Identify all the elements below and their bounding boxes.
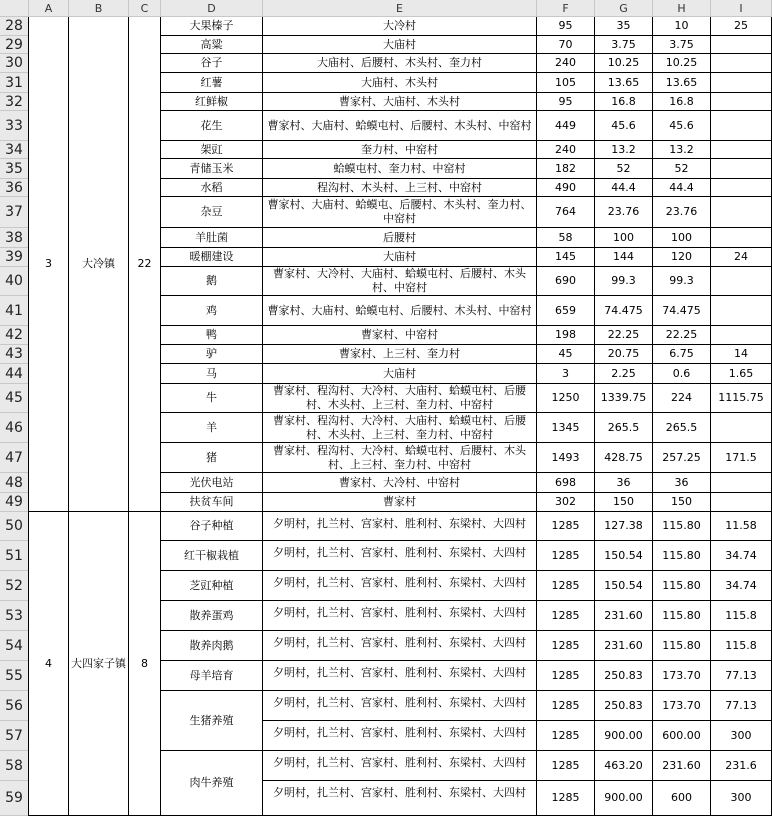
cell-f-value[interactable]: 45 bbox=[537, 345, 595, 364]
cell-b-town[interactable]: 大冷镇 bbox=[69, 17, 129, 512]
cell-i-value[interactable]: 300 bbox=[711, 781, 772, 816]
cell-g-value[interactable]: 428.75 bbox=[595, 443, 653, 473]
cell-i-value[interactable] bbox=[711, 228, 772, 248]
cell-i-value[interactable] bbox=[711, 413, 772, 443]
cell-d-project[interactable]: 肉牛养殖 bbox=[161, 751, 263, 816]
row-header-53[interactable]: 53 bbox=[0, 601, 29, 631]
cell-g-value[interactable]: 100 bbox=[595, 228, 653, 248]
cell-g-value[interactable]: 10.25 bbox=[595, 54, 653, 73]
cell-e-villages[interactable]: 夕明村，扎兰村、宫家村、胜利村、东梁村、大四村 bbox=[263, 512, 537, 541]
cell-e-villages[interactable]: 夕明村，扎兰村、宫家村、胜利村、东梁村、大四村 bbox=[263, 751, 537, 781]
cell-e-villages[interactable]: 程沟村、木头村、上三村、中窑村 bbox=[263, 179, 537, 197]
cell-e-villages[interactable]: 蛤蟆屯村、奎力村、中窑村 bbox=[263, 159, 537, 179]
row-header-34[interactable]: 34 bbox=[0, 141, 29, 159]
cell-i-value[interactable]: 11.58 bbox=[711, 512, 772, 541]
cell-f-value[interactable]: 95 bbox=[537, 17, 595, 36]
cell-i-value[interactable]: 231.6 bbox=[711, 751, 772, 781]
column-header-e[interactable]: E bbox=[263, 0, 537, 17]
cell-d-project[interactable]: 架豇 bbox=[161, 141, 263, 159]
cell-f-value[interactable]: 240 bbox=[537, 54, 595, 73]
cell-h-value[interactable]: 99.3 bbox=[653, 267, 711, 296]
cell-g-value[interactable]: 127.38 bbox=[595, 512, 653, 541]
cell-h-value[interactable]: 3.75 bbox=[653, 36, 711, 54]
cell-f-value[interactable]: 1285 bbox=[537, 541, 595, 571]
cell-f-value[interactable]: 105 bbox=[537, 73, 595, 93]
cell-i-value[interactable]: 34.74 bbox=[711, 541, 772, 571]
cell-d-project[interactable]: 红鲜椒 bbox=[161, 93, 263, 111]
cell-h-value[interactable]: 22.25 bbox=[653, 326, 711, 345]
row-header-47[interactable]: 47 bbox=[0, 443, 29, 473]
cell-e-villages[interactable]: 夕明村，扎兰村、宫家村、胜利村、东梁村、大四村 bbox=[263, 631, 537, 661]
cell-g-value[interactable]: 13.65 bbox=[595, 73, 653, 93]
cell-g-value[interactable]: 23.76 bbox=[595, 197, 653, 228]
cell-g-value[interactable]: 3.75 bbox=[595, 36, 653, 54]
cell-f-value[interactable]: 1285 bbox=[537, 631, 595, 661]
column-header-d[interactable]: D bbox=[161, 0, 263, 17]
cell-g-value[interactable]: 150.54 bbox=[595, 571, 653, 601]
cell-i-value[interactable]: 1115.75 bbox=[711, 384, 772, 413]
cell-f-value[interactable]: 182 bbox=[537, 159, 595, 179]
cell-e-villages[interactable]: 大庙村 bbox=[263, 36, 537, 54]
cell-i-value[interactable] bbox=[711, 36, 772, 54]
cell-f-value[interactable]: 690 bbox=[537, 267, 595, 296]
cell-h-value[interactable]: 265.5 bbox=[653, 413, 711, 443]
cell-g-value[interactable]: 52 bbox=[595, 159, 653, 179]
cell-f-value[interactable]: 1285 bbox=[537, 601, 595, 631]
cell-g-value[interactable]: 463.20 bbox=[595, 751, 653, 781]
cell-f-value[interactable]: 3 bbox=[537, 364, 595, 384]
cell-i-value[interactable]: 115.8 bbox=[711, 631, 772, 661]
row-header-42[interactable]: 42 bbox=[0, 326, 29, 345]
cell-d-project[interactable]: 谷子 bbox=[161, 54, 263, 73]
cell-d-project[interactable]: 杂豆 bbox=[161, 197, 263, 228]
cell-h-value[interactable]: 115.80 bbox=[653, 631, 711, 661]
cell-e-villages[interactable]: 曹家村、大冷村、中窑村 bbox=[263, 473, 537, 493]
cell-i-value[interactable] bbox=[711, 54, 772, 73]
cell-h-value[interactable]: 10 bbox=[653, 17, 711, 36]
cell-f-value[interactable]: 240 bbox=[537, 141, 595, 159]
cell-i-value[interactable] bbox=[711, 473, 772, 493]
row-header-44[interactable]: 44 bbox=[0, 364, 29, 384]
cell-h-value[interactable]: 115.80 bbox=[653, 571, 711, 601]
cell-e-villages[interactable]: 夕明村，扎兰村、宫家村、胜利村、东梁村、大四村 bbox=[263, 571, 537, 601]
row-header-32[interactable]: 32 bbox=[0, 93, 29, 111]
cell-d-project[interactable]: 羊肚菌 bbox=[161, 228, 263, 248]
cell-d-project[interactable]: 扶贫车间 bbox=[161, 493, 263, 512]
cell-c-count[interactable]: 22 bbox=[129, 17, 161, 512]
cell-g-value[interactable]: 22.25 bbox=[595, 326, 653, 345]
cell-i-value[interactable]: 300 bbox=[711, 721, 772, 751]
row-header-51[interactable]: 51 bbox=[0, 541, 29, 571]
cell-i-value[interactable]: 77.13 bbox=[711, 691, 772, 721]
cell-g-value[interactable]: 35 bbox=[595, 17, 653, 36]
cell-f-value[interactable]: 1285 bbox=[537, 781, 595, 816]
cell-h-value[interactable]: 23.76 bbox=[653, 197, 711, 228]
row-header-50[interactable]: 50 bbox=[0, 512, 29, 541]
row-header-33[interactable]: 33 bbox=[0, 111, 29, 141]
cell-i-value[interactable] bbox=[711, 73, 772, 93]
cell-h-value[interactable]: 150 bbox=[653, 493, 711, 512]
cell-c-count[interactable]: 8 bbox=[129, 512, 161, 816]
cell-h-value[interactable]: 52 bbox=[653, 159, 711, 179]
cell-e-villages[interactable]: 大庙村 bbox=[263, 364, 537, 384]
column-header-h[interactable]: H bbox=[653, 0, 711, 17]
cell-h-value[interactable]: 36 bbox=[653, 473, 711, 493]
table-left-border bbox=[28, 17, 29, 816]
cell-g-value[interactable]: 231.60 bbox=[595, 631, 653, 661]
cell-i-value[interactable]: 34.74 bbox=[711, 571, 772, 601]
cell-h-value[interactable]: 257.25 bbox=[653, 443, 711, 473]
row-header-45[interactable]: 45 bbox=[0, 384, 29, 413]
row-header-41[interactable]: 41 bbox=[0, 296, 29, 326]
cell-h-value[interactable]: 74.475 bbox=[653, 296, 711, 326]
cell-e-villages[interactable]: 曹家村、程沟村、大冷村、蛤蟆屯村、后腰村、木头村、上三村、奎力村、中窑村 bbox=[263, 443, 537, 473]
cell-d-project[interactable]: 散养蛋鸡 bbox=[161, 601, 263, 631]
cell-h-value[interactable]: 13.2 bbox=[653, 141, 711, 159]
row-header-52[interactable]: 52 bbox=[0, 571, 29, 601]
cell-e-villages[interactable]: 大冷村 bbox=[263, 17, 537, 36]
cell-f-value[interactable]: 1345 bbox=[537, 413, 595, 443]
cell-g-value[interactable]: 74.475 bbox=[595, 296, 653, 326]
cell-d-project[interactable]: 红薯 bbox=[161, 73, 263, 93]
cell-g-value[interactable]: 1339.75 bbox=[595, 384, 653, 413]
cell-e-villages[interactable]: 大庙村 bbox=[263, 248, 537, 267]
cell-i-value[interactable] bbox=[711, 159, 772, 179]
cell-i-value[interactable]: 14 bbox=[711, 345, 772, 364]
cell-i-value[interactable] bbox=[711, 111, 772, 141]
cell-i-value[interactable] bbox=[711, 493, 772, 512]
cell-d-project[interactable]: 鸭 bbox=[161, 326, 263, 345]
cell-i-value[interactable]: 25 bbox=[711, 17, 772, 36]
cell-g-value[interactable]: 45.6 bbox=[595, 111, 653, 141]
row-header-30[interactable]: 30 bbox=[0, 54, 29, 73]
cell-i-value[interactable] bbox=[711, 326, 772, 345]
cell-i-value[interactable]: 1.65 bbox=[711, 364, 772, 384]
cell-i-value[interactable]: 77.13 bbox=[711, 661, 772, 691]
cell-f-value[interactable]: 145 bbox=[537, 248, 595, 267]
cell-f-value[interactable]: 1493 bbox=[537, 443, 595, 473]
row-header-37[interactable]: 37 bbox=[0, 197, 29, 228]
cell-e-villages[interactable]: 曹家村、大庙村、木头村 bbox=[263, 93, 537, 111]
cell-a-group[interactable]: 4 bbox=[29, 512, 69, 816]
cell-a-group[interactable]: 3 bbox=[29, 17, 69, 512]
cell-f-value[interactable]: 659 bbox=[537, 296, 595, 326]
row-header-58[interactable]: 58 bbox=[0, 751, 29, 781]
cell-f-value[interactable]: 1285 bbox=[537, 571, 595, 601]
row-header-59[interactable]: 59 bbox=[0, 781, 29, 816]
cell-g-value[interactable]: 250.83 bbox=[595, 691, 653, 721]
cell-d-project[interactable]: 光伏电站 bbox=[161, 473, 263, 493]
column-header-g[interactable]: G bbox=[595, 0, 653, 17]
cell-h-value[interactable]: 224 bbox=[653, 384, 711, 413]
cell-d-project[interactable]: 母羊培育 bbox=[161, 661, 263, 691]
cell-i-value[interactable]: 115.8 bbox=[711, 601, 772, 631]
cell-e-villages[interactable]: 曹家村、大冷村、大庙村、蛤蟆屯村、后腰村、木头村、中窑村 bbox=[263, 267, 537, 296]
cell-e-villages[interactable]: 曹家村、大庙村、蛤蟆屯、后腰村、木头村、奎力村、中窑村 bbox=[263, 197, 537, 228]
cell-d-project[interactable]: 高粱 bbox=[161, 36, 263, 54]
cell-h-value[interactable]: 6.75 bbox=[653, 345, 711, 364]
cell-f-value[interactable]: 1285 bbox=[537, 661, 595, 691]
cell-h-value[interactable]: 45.6 bbox=[653, 111, 711, 141]
cell-g-value[interactable]: 16.8 bbox=[595, 93, 653, 111]
cell-e-villages[interactable]: 大庙村、木头村 bbox=[263, 73, 537, 93]
cell-g-value[interactable]: 20.75 bbox=[595, 345, 653, 364]
cell-e-villages[interactable]: 后腰村 bbox=[263, 228, 537, 248]
cell-g-value[interactable]: 900.00 bbox=[595, 781, 653, 816]
cell-g-value[interactable]: 231.60 bbox=[595, 601, 653, 631]
cell-e-villages[interactable]: 曹家村、大庙村、蛤蟆屯村、后腰村、木头村、中窑村 bbox=[263, 111, 537, 141]
cell-g-value[interactable]: 13.2 bbox=[595, 141, 653, 159]
cell-h-value[interactable]: 120 bbox=[653, 248, 711, 267]
row-header-57[interactable]: 57 bbox=[0, 721, 29, 751]
cell-h-value[interactable]: 115.80 bbox=[653, 541, 711, 571]
cell-f-value[interactable]: 490 bbox=[537, 179, 595, 197]
cell-e-villages[interactable]: 曹家村、大庙村、蛤蟆屯村、后腰村、木头村、中窑村 bbox=[263, 296, 537, 326]
cell-h-value[interactable]: 231.60 bbox=[653, 751, 711, 781]
cell-f-value[interactable]: 95 bbox=[537, 93, 595, 111]
cell-d-project[interactable]: 鹅 bbox=[161, 267, 263, 296]
cell-i-value[interactable] bbox=[711, 296, 772, 326]
cell-g-value[interactable]: 36 bbox=[595, 473, 653, 493]
cell-i-value[interactable] bbox=[711, 197, 772, 228]
row-header-31[interactable]: 31 bbox=[0, 73, 29, 93]
cell-f-value[interactable]: 58 bbox=[537, 228, 595, 248]
row-header-35[interactable]: 35 bbox=[0, 159, 29, 179]
cell-h-value[interactable]: 173.70 bbox=[653, 661, 711, 691]
cell-d-project[interactable]: 羊 bbox=[161, 413, 263, 443]
cell-e-villages[interactable]: 夕明村，扎兰村、宫家村、胜利村、东梁村、大四村 bbox=[263, 541, 537, 571]
cell-i-value[interactable] bbox=[711, 267, 772, 296]
cell-e-villages[interactable]: 夕明村，扎兰村、宫家村、胜利村、东梁村、大四村 bbox=[263, 601, 537, 631]
cell-f-value[interactable]: 70 bbox=[537, 36, 595, 54]
cell-h-value[interactable]: 16.8 bbox=[653, 93, 711, 111]
cell-f-value[interactable]: 1285 bbox=[537, 691, 595, 721]
column-header-f[interactable]: F bbox=[537, 0, 595, 17]
row-header-46[interactable]: 46 bbox=[0, 413, 29, 443]
cell-h-value[interactable]: 44.4 bbox=[653, 179, 711, 197]
row-header-28[interactable]: 28 bbox=[0, 17, 29, 36]
cell-f-value[interactable]: 1250 bbox=[537, 384, 595, 413]
cell-f-value[interactable]: 698 bbox=[537, 473, 595, 493]
cell-g-value[interactable]: 144 bbox=[595, 248, 653, 267]
cell-f-value[interactable]: 1285 bbox=[537, 751, 595, 781]
cell-h-value[interactable]: 115.80 bbox=[653, 512, 711, 541]
cell-i-value[interactable]: 171.5 bbox=[711, 443, 772, 473]
cell-i-value[interactable]: 24 bbox=[711, 248, 772, 267]
cell-d-project[interactable]: 牛 bbox=[161, 384, 263, 413]
cell-e-villages[interactable]: 夕明村，扎兰村、宫家村、胜利村、东梁村、大四村 bbox=[263, 691, 537, 721]
cell-h-value[interactable]: 600.00 bbox=[653, 721, 711, 751]
cell-g-value[interactable]: 99.3 bbox=[595, 267, 653, 296]
cell-d-project[interactable]: 青储玉米 bbox=[161, 159, 263, 179]
row-header-38[interactable]: 38 bbox=[0, 228, 29, 248]
row-header-40[interactable]: 40 bbox=[0, 267, 29, 296]
column-header-a[interactable]: A bbox=[29, 0, 69, 17]
cell-d-project[interactable]: 散养肉鹅 bbox=[161, 631, 263, 661]
cell-d-project[interactable]: 马 bbox=[161, 364, 263, 384]
cell-e-villages[interactable]: 夕明村，扎兰村、宫家村、胜利村、东梁村、大四村 bbox=[263, 661, 537, 691]
cell-d-project[interactable]: 猪 bbox=[161, 443, 263, 473]
row-header-54[interactable]: 54 bbox=[0, 631, 29, 661]
cell-g-value[interactable]: 150.54 bbox=[595, 541, 653, 571]
cell-f-value[interactable]: 1285 bbox=[537, 512, 595, 541]
cell-d-project[interactable]: 水稻 bbox=[161, 179, 263, 197]
cell-g-value[interactable]: 250.83 bbox=[595, 661, 653, 691]
row-header-43[interactable]: 43 bbox=[0, 345, 29, 364]
cell-i-value[interactable] bbox=[711, 179, 772, 197]
row-header-55[interactable]: 55 bbox=[0, 661, 29, 691]
cell-e-villages[interactable]: 奎力村、中窑村 bbox=[263, 141, 537, 159]
cell-e-villages[interactable]: 夕明村，扎兰村、宫家村、胜利村、东梁村、大四村 bbox=[263, 721, 537, 751]
column-header-b[interactable]: B bbox=[69, 0, 129, 17]
cell-f-value[interactable]: 302 bbox=[537, 493, 595, 512]
cell-d-project[interactable]: 暖棚建设 bbox=[161, 248, 263, 267]
row-header-36[interactable]: 36 bbox=[0, 179, 29, 197]
cell-b-town[interactable]: 大四家子镇 bbox=[69, 512, 129, 816]
cell-d-project[interactable]: 鸡 bbox=[161, 296, 263, 326]
cell-e-villages[interactable]: 曹家村、程沟村、大冷村、大庙村、蛤蟆屯村、后腰村、木头村、上三村、奎力村、中窑村 bbox=[263, 384, 537, 413]
cell-f-value[interactable]: 198 bbox=[537, 326, 595, 345]
cell-f-value[interactable]: 1285 bbox=[537, 721, 595, 751]
cell-e-villages[interactable]: 夕明村，扎兰村、宫家村、胜利村、东梁村、大四村 bbox=[263, 781, 537, 816]
cell-d-project[interactable]: 大果榛子 bbox=[161, 17, 263, 36]
cell-h-value[interactable]: 0.6 bbox=[653, 364, 711, 384]
select-all-corner[interactable] bbox=[0, 0, 29, 17]
cell-f-value[interactable]: 449 bbox=[537, 111, 595, 141]
cell-g-value[interactable]: 150 bbox=[595, 493, 653, 512]
cell-g-value[interactable]: 2.25 bbox=[595, 364, 653, 384]
cell-h-value[interactable]: 173.70 bbox=[653, 691, 711, 721]
cell-e-villages[interactable]: 曹家村、中窑村 bbox=[263, 326, 537, 345]
row-header-29[interactable]: 29 bbox=[0, 36, 29, 54]
row-header-56[interactable]: 56 bbox=[0, 691, 29, 721]
cell-e-villages[interactable]: 大庙村、后腰村、木头村、奎力村 bbox=[263, 54, 537, 73]
cell-g-value[interactable]: 44.4 bbox=[595, 179, 653, 197]
cell-h-value[interactable]: 13.65 bbox=[653, 73, 711, 93]
row-header-39[interactable]: 39 bbox=[0, 248, 29, 267]
cell-i-value[interactable] bbox=[711, 93, 772, 111]
cell-d-project[interactable]: 花生 bbox=[161, 111, 263, 141]
row-header-49[interactable]: 49 bbox=[0, 493, 29, 512]
cell-h-value[interactable]: 100 bbox=[653, 228, 711, 248]
cell-i-value[interactable] bbox=[711, 141, 772, 159]
cell-g-value[interactable]: 265.5 bbox=[595, 413, 653, 443]
cell-e-villages[interactable]: 曹家村 bbox=[263, 493, 537, 512]
cell-e-villages[interactable]: 曹家村、程沟村、大冷村、大庙村、蛤蟆屯村、后腰村、木头村、上三村、奎力村、中窑村 bbox=[263, 413, 537, 443]
cell-e-villages[interactable]: 曹家村、上三村、奎力村 bbox=[263, 345, 537, 364]
row-header-48[interactable]: 48 bbox=[0, 473, 29, 493]
cell-d-project[interactable]: 谷子种植 bbox=[161, 512, 263, 541]
cell-d-project[interactable]: 红干椒栽植 bbox=[161, 541, 263, 571]
cell-d-project[interactable]: 芝豇种植 bbox=[161, 571, 263, 601]
column-header-c[interactable]: C bbox=[129, 0, 161, 17]
cell-f-value[interactable]: 764 bbox=[537, 197, 595, 228]
cell-g-value[interactable]: 900.00 bbox=[595, 721, 653, 751]
cell-h-value[interactable]: 115.80 bbox=[653, 601, 711, 631]
cell-d-project[interactable]: 生猪养殖 bbox=[161, 691, 263, 751]
column-header-i[interactable]: I bbox=[711, 0, 772, 17]
cell-d-project[interactable]: 驴 bbox=[161, 345, 263, 364]
cell-h-value[interactable]: 10.25 bbox=[653, 54, 711, 73]
cell-h-value[interactable]: 600 bbox=[653, 781, 711, 816]
